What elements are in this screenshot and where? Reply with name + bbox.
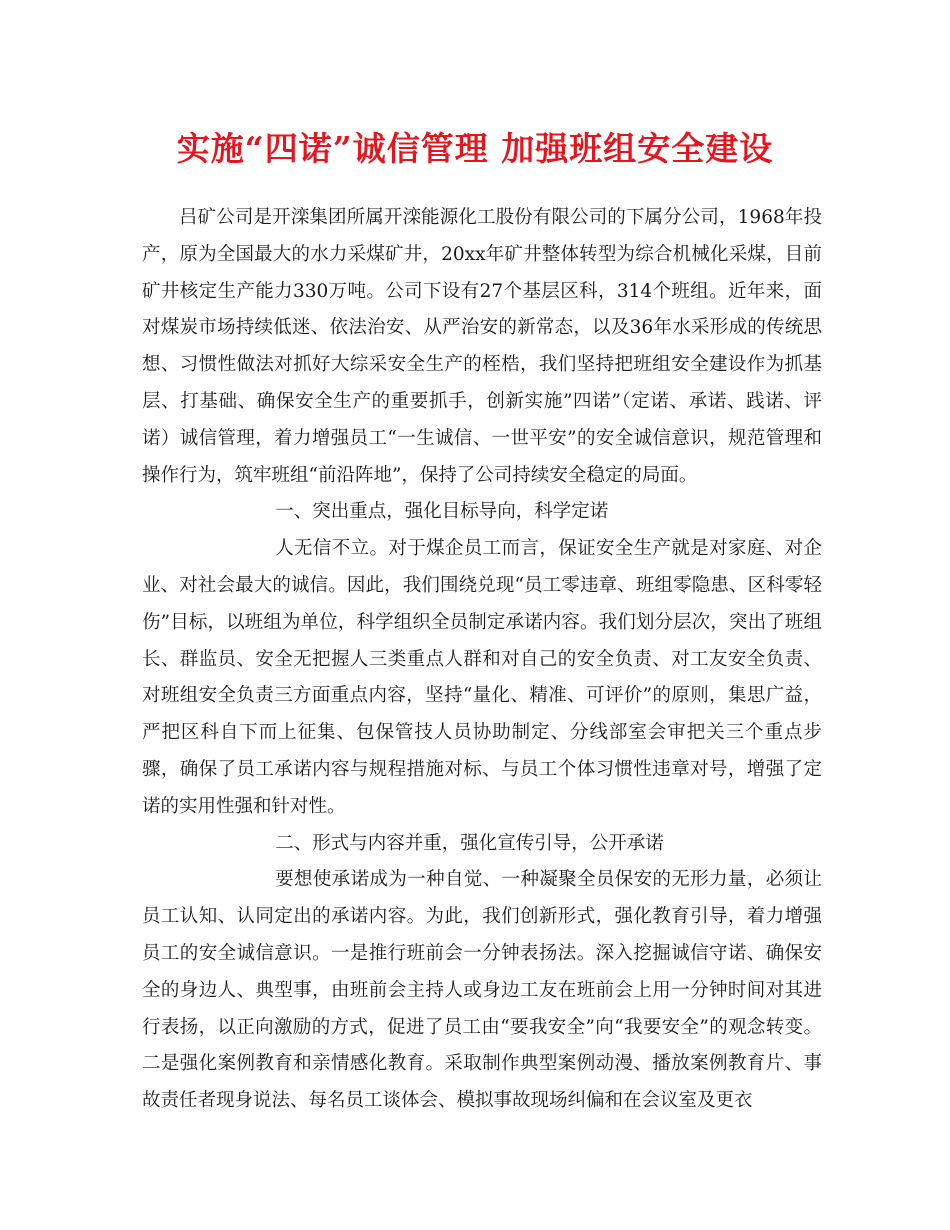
document-body (142, 200, 822, 1120)
document-title: 实施“四诺”诚信管理 加强班组安全建设 (176, 129, 774, 168)
intro-paragraph: 吕矿公司是开滦集团所属开滦能源化工股份有限公司的下属分公司，1968年投产，原为全国最大的水力采煤矿井，20xx年矿井整体转型为综合机械化采煤，目前矿井核定生产能力330万吨。公司下设有27个基层区科，314个班组。近年来，面对煤炭市场持续低迷、依法治安、从严治安的新常态，以及36年水采形成的传统思想、习惯性做法对抓好大综采安全生产的桎梏，我们坚持把班组安全建设作为抓基层、打基础、确保安全生产的重要抓手，创新实施”四诺”（定诺、承诺、践诺、评诺）诚信管理，着力增强员工“一生诚信、一世平安”的安全诚信意识，规范管理和操作行为，筑牢班组“前沿阵地”，保持了公司持续安全稳定的局面。 (142, 207, 822, 486)
section-2-heading: 二、形式与内容并重，强化宣传引导，公开承诺 (275, 832, 664, 854)
section-1-paragraph: 人无信不立。对于煤企员工而言，保证安全生产就是对家庭、对企业、对社会最大的诚信。因此，我们围绕兑现“员工零违章、班组零隐患、区科零轻伤”目标，以班组为单位，科学组织全员制定承诺内容。我们划分层次，突出了班组长、群监员、安全无把握人三类重点人群和对自己的安全负责、对工友安全负责、对班组安全负责三方面重点内容，坚持“量化、精准、可评价”的原则，集思广益，严把区科自下而上征集、包保管技人员协助制定、分线部室会审把关三个重点步骤，确保了员工承诺内容与规程措施对标、与员工个体习惯性违章对号，增强了定诺的实用性强和针对性。 (142, 538, 822, 817)
section-2-paragraph: 要想使承诺成为一种自觉、一种凝聚全员保安的无形力量，必须让员工认知、认同定出的承诺内容。为此，我们创新形式，强化教育引导，着力增强员工的安全诚信意识。一是推行班前会一分钟表扬法。深入挖掘诚信守诺、确保安全的身边人、典型事，由班前会主持人或身边工友在班前会上用一分钟时间对其进行表扬，以正向激励的方式，促进了员工由“要我安全”向“我要安全”的观念转变。二是强化案例教育和亲情感化教育。采取制作典型案例动漫、播放案例教育片、事故责任者现身说法、每名员工谈体会、模拟事故现场纠偏和在会议室及更衣 (142, 869, 822, 1112)
section-1-heading: 一、突出重点，强化目标导向，科学定诺 (275, 501, 609, 523)
